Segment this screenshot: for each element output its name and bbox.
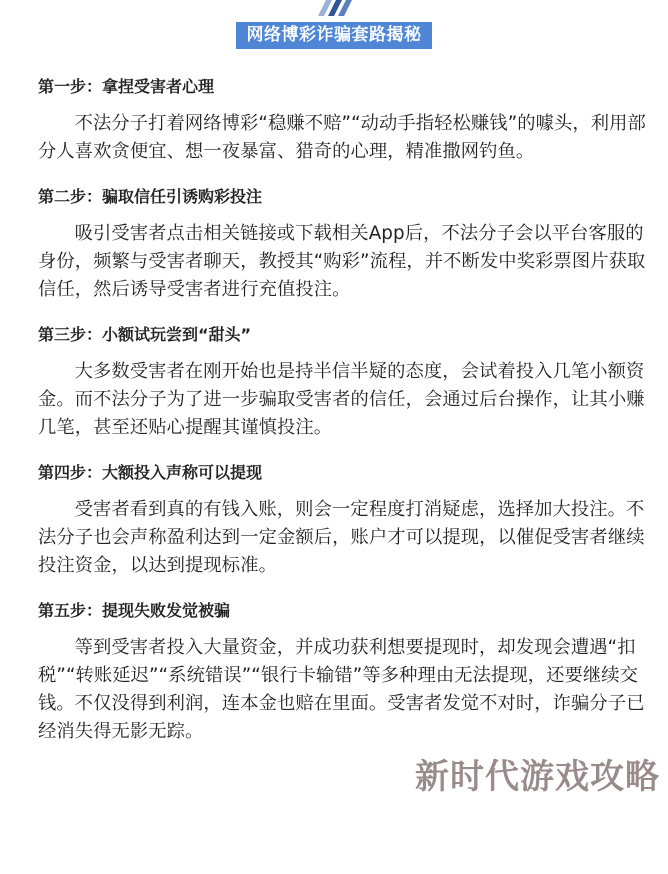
section-paragraph: 吸引受害者点击相关链接或下载相关App后，不法分子会以平台客服的身份，频繁与受害者聊天，教授其“购彩”流程，并不断发中奖彩票图片获取信任，然后诱导受害者进行充值投注。 [38,223,646,300]
section-paragraph: 大多数受害者在刚开始也是持半信半疑的态度，会试着投入几笔小额资金。而不法分子为了进一步骗取受害者的信任，会通过后台操作，让其小赚几笔，甚至还贴心提醒其谨慎投注。 [38,361,645,438]
slash-decoration-icon [312,0,362,16]
section-paragraph: 等到受害者投入大量资金，并成功获利想要提现时，却发现会遭遇“扣税”“转账延迟”“系统错误”“银行卡输错”等多种理由无法提现，还要继续交钱。不仅没得到利润，连本金也赔在里面。受害者发觉不对时，诈骗分子已经消失得无影无踪。 [38,637,645,742]
watermark: 新时代游戏攻略 [415,757,660,797]
section-heading: 第二步：骗取信任引诱购彩投注 [38,187,263,206]
section-heading: 第五步：提现失败发觉被骗 [38,601,231,620]
section-paragraph: 不法分子打着网络博彩“稳赚不赔”“动动手指轻松赚钱”的噱头，利用部分人喜欢贪便宜、想一夜暴富、猎奇的心理，精准撒网钓鱼。 [38,113,646,162]
article-body [38,72,660,798]
section-paragraph: 受害者看到真的有钱入账，则会一定程度打消疑虑，选择加大投注。不法分子也会声称盈利达到一定金额后，账户才可以提现，以催促受害者继续投注资金，以达到提现标准。 [38,499,645,576]
article-title-banner: 网络博彩诈骗套路揭秘 [236,22,432,49]
section-heading: 第一步：拿捏受害者心理 [38,77,215,96]
section-heading: 第三步：小额试玩尝到“甜头” [38,325,252,344]
section-heading: 第四步：大额投入声称可以提现 [38,463,263,482]
